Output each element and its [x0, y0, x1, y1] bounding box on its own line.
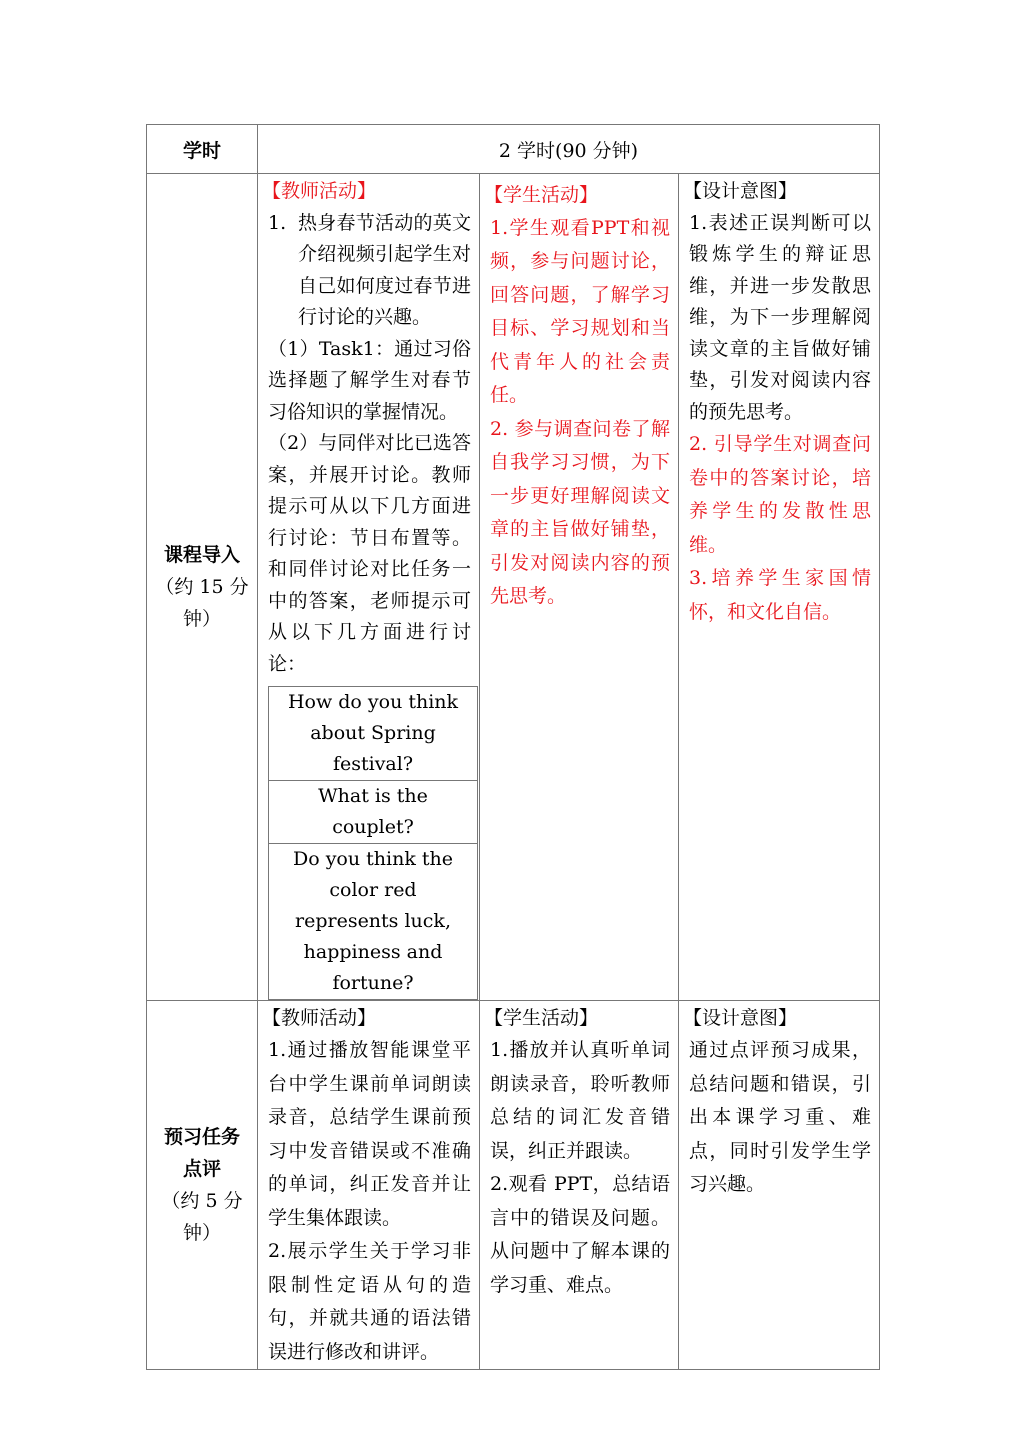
design-intent-paragraph: 3.培养学生家国情怀，和文化自信。 [689, 567, 872, 623]
item-number: 1. [268, 211, 287, 234]
row-label-title: 预习任务 [163, 1126, 240, 1148]
question-item: Do you think the color red represents luck, happiness and fortune? [269, 844, 478, 1000]
row-label-preview-review [147, 1001, 258, 1370]
student-activity-heading: 【学生活动】 [484, 184, 599, 206]
design-intent-cell [679, 174, 880, 1001]
student-activity-cell [480, 174, 679, 1001]
row-label-course-intro [147, 174, 258, 1001]
discussion-paragraph: （2）与同伴对比已选答案，并展开讨论。教师提示可从以下几方面进行讨论：节日布置等。和同伴讨论对比任务一中的答案，老师提示可从以下几方面进行讨论： [268, 432, 471, 675]
teacher-activity-cell [258, 1001, 480, 1370]
design-intent-paragraph: 通过点评预习成果，总结问题和错误，引出本课学习重、难点，同时引发学生学习兴趣。 [689, 1039, 872, 1195]
hours-value: 2 学时(90 分钟) [258, 125, 880, 174]
row-label-duration-cont: 钟） [182, 608, 221, 630]
student-activity-paragraph: 1.学生观看PPT和视频，参与问题讨论，回答问题，了解学习目标、学习规划和当代青年人的社会责任。 [490, 216, 670, 406]
lesson-plan [146, 124, 879, 1370]
row-course-intro [147, 174, 880, 1001]
teacher-activity-heading: 【教师活动】 [262, 1007, 377, 1029]
teacher-activity-paragraph: 2.展示学生关于学习非限制性定语从句的造句，并就共通的语法错误进行修改和讲评。 [268, 1240, 471, 1363]
question-item: How do you think about Spring festival? [269, 687, 478, 781]
teacher-activity-paragraph: 1.通过播放智能课堂平台中学生课前单词朗读录音，总结学生课前预习中发音错误或不准确的单词，纠正发音并让学生集体跟读。 [268, 1039, 471, 1229]
row-label-duration: （约 5 分 [161, 1190, 243, 1212]
teacher-activity-cell [258, 174, 480, 1001]
design-intent-heading: 【设计意图】 [683, 1007, 798, 1029]
row-label-title-cont: 点评 [182, 1158, 221, 1180]
design-intent-cell [679, 1001, 880, 1370]
design-intent-paragraph: 2. 引导学生对调查问卷中的答案讨论，培养学生的发散性思维。 [689, 433, 872, 556]
lesson-plan-table [146, 124, 880, 1370]
teacher-activity-item-1 [268, 208, 471, 334]
row-label-duration: （约 15 分 [155, 576, 249, 598]
hours-label: 学时 [147, 125, 258, 174]
student-activity-paragraph: 2.观看 PPT，总结语言中的错误及问题。从问题中了解本课的学习重、难点。 [490, 1173, 670, 1296]
row-label-title: 课程导入 [163, 544, 240, 566]
item-text: 热身春节活动的英文介绍视频引起学生对自己如何度过春节进行讨论的兴趣。 [298, 211, 471, 328]
design-intent-paragraph: 1.表述正误判断可以锻炼学生的辩证思维，并进一步发散思维，为下一步理解阅读文章的主旨做好铺垫，引发对阅读内容的预先思考。 [689, 211, 872, 423]
teacher-activity-heading: 【教师活动】 [262, 180, 377, 202]
row-label-duration-cont: 钟） [182, 1222, 221, 1244]
design-intent-heading: 【设计意图】 [683, 180, 798, 202]
task1-paragraph: （1）Task1：通过习俗选择题了解学生对春节习俗知识的掌握情况。 [268, 337, 471, 423]
row-preview-review [147, 1001, 880, 1370]
header-row [147, 125, 880, 174]
student-activity-paragraph: 1.播放并认真听单词朗读录音，聆听教师总结的词汇发音错误，纠正并跟读。 [490, 1039, 670, 1162]
question-item: What is the couplet? [269, 781, 478, 844]
discussion-questions-table [268, 686, 478, 1000]
student-activity-heading: 【学生活动】 [484, 1007, 599, 1029]
student-activity-paragraph: 2. 参与调查问卷了解自我学习习惯，为下一步更好理解阅读文章的主旨做好铺垫，引发对阅读内容的预先思考。 [490, 417, 670, 607]
student-activity-cell [480, 1001, 679, 1370]
